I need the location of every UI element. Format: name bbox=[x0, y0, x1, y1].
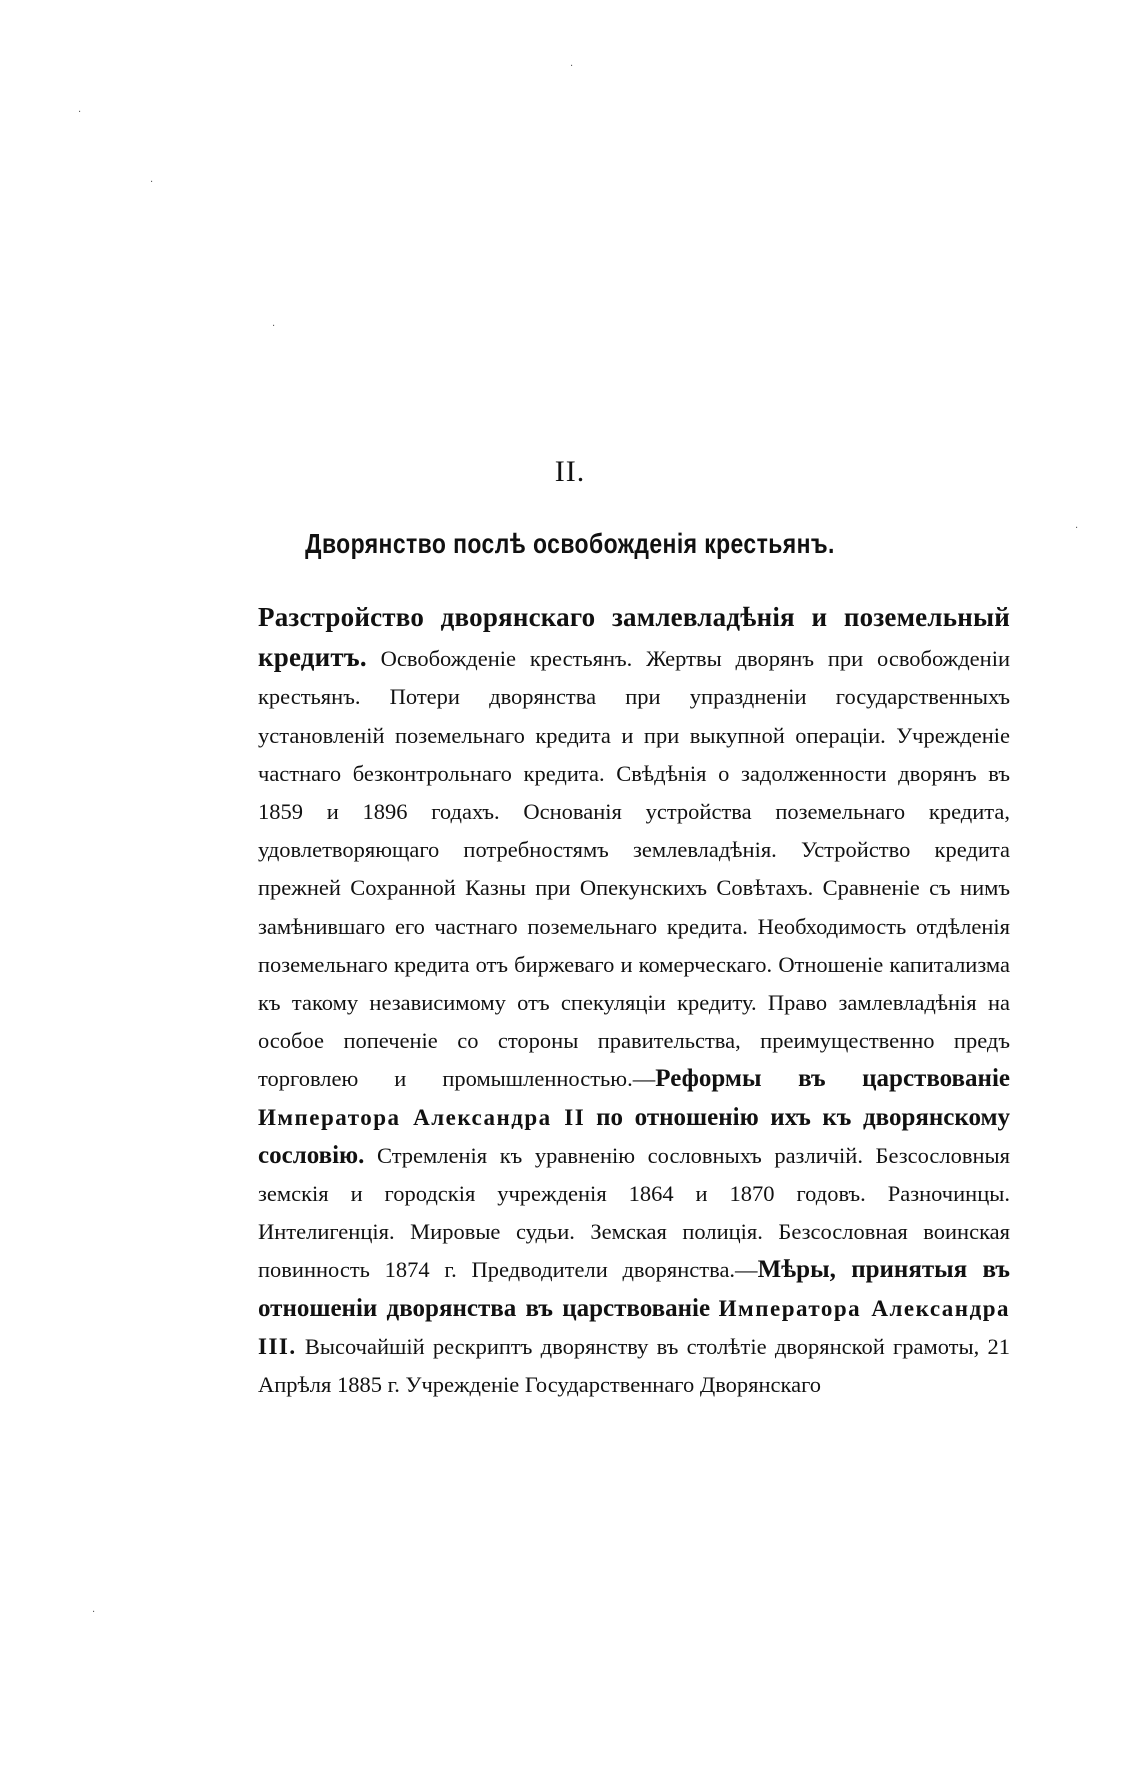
section-text-land-credit: Освобожденіе крестьянъ. Жертвы дворянъ при освобожденіи крестьянъ. Потери дворянства при упраздненіи государственныхъ установленій поземельнаго кредита и при выкупной операціи. Учрежденіе частнаго безконтрольнаго кредита. Свѣдѣнія о задолженности дворянъ въ 1859 и 1896 годахъ. Основанія устройства поземельнаго кредита, удовлетворяющаго потребностямъ землевладѣнія. Устройство кредита прежней Сохранной Казны при Опекунскихъ Совѣтахъ. Сравненіе съ нимъ замѣнившаго его частнаго поземельнаго кредита. Необходимость отдѣленія поземельнаго кредита отъ биржеваго и комерческаго. Отношеніе капитализма къ такому независимому отъ спекуляціи кредиту. Право замлевладѣнія на особое попеченіе со стороны правительства, преимущественно предъ торговлею и промышленностью.— bbox=[258, 646, 1010, 1092]
section-heading-reforms-end: по отношенію ихъ къ дворянскому сословію. bbox=[258, 1103, 1010, 1169]
emperor-name-alexander-ii: Императора Александра II bbox=[258, 1104, 586, 1130]
section-heading-measures: Мѣры, принятыя въ отношеніи дворянства въ царствованіе bbox=[258, 1256, 1010, 1322]
chapter-summary bbox=[258, 598, 1010, 1404]
section-heading-land-credit: Разстройство дворянскаго замлевладѣнія и поземельный кредитъ. bbox=[258, 602, 1010, 673]
chapter-number: II. bbox=[554, 455, 586, 488]
paper-speck: · bbox=[150, 177, 154, 188]
emperor-name-alexander-iii: Императора Александра III. bbox=[258, 1295, 1010, 1359]
chapter-title: Дворянство послѣ освобожденія крестьянъ. bbox=[305, 528, 835, 559]
paper-speck: · bbox=[272, 321, 276, 332]
section-text-measures: Высочайшій рескриптъ дворянству въ столѣтіе дворянской грамоты, 21 Апрѣля 1885 г. Учрежденіе Государственнаго Дворянскаго bbox=[258, 1333, 1010, 1398]
section-text-reforms: Стремленія къ уравненію сословныхъ различій. Безсословныя земскія и городскія учрежденія 1864 и 1870 годовъ. Разночинцы. Интелигенція. Мировые судьи. Земская полиція. Безсословная воинская повинность 1874 г. Предводители дворянства.— bbox=[258, 1142, 1010, 1283]
paper-speck: · bbox=[570, 61, 574, 72]
paper-speck: · bbox=[78, 107, 82, 118]
section-heading-reforms: Реформы въ царствованіе bbox=[655, 1065, 1010, 1093]
paper-speck: · bbox=[1075, 523, 1079, 534]
paper-speck: · bbox=[92, 1607, 96, 1618]
